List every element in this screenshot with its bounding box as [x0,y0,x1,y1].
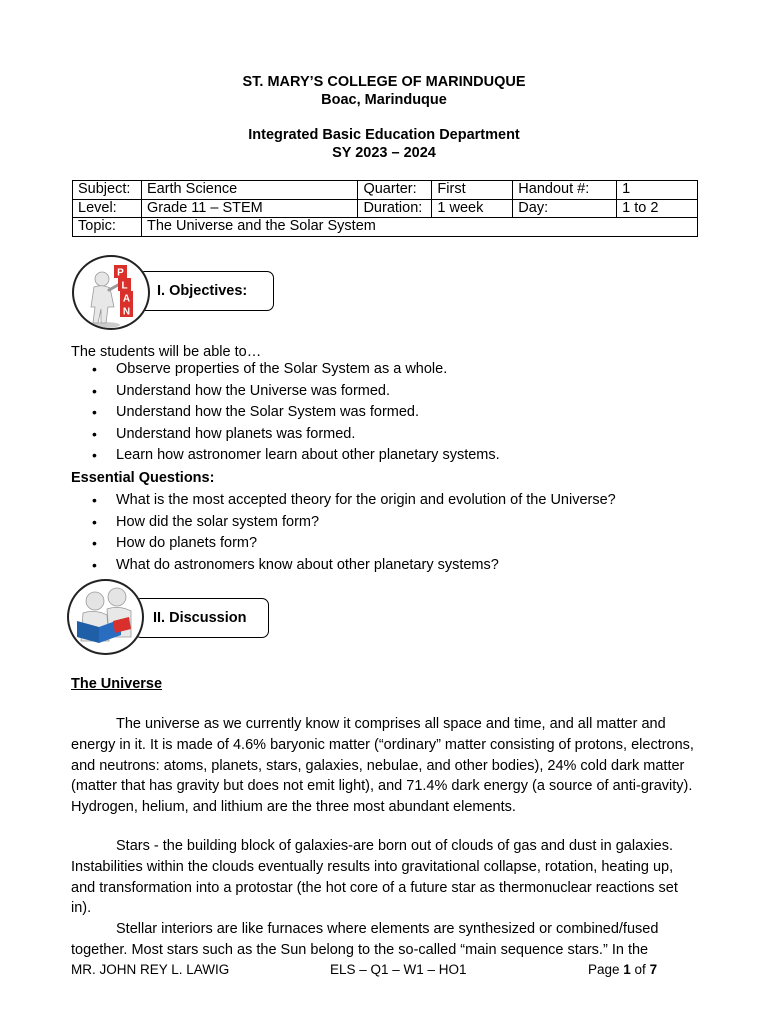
subject-label: Subject: [73,181,142,200]
quarter-label: Quarter: [358,181,432,200]
level-label: Level: [73,199,142,218]
plan-letter-l: L [121,280,128,292]
plan-figure-icon [74,257,150,330]
list-item: • Understand how the Solar System was formed. [92,402,500,424]
duration-value: 1 week [432,199,513,218]
objectives-heading: I. Objectives: [157,283,248,299]
topic-label: Topic: [73,218,142,237]
page-current: 1 [623,962,631,977]
objectives-list [92,359,500,467]
footer-page-number [588,962,657,977]
school-location: Boac, Marinduque [321,92,447,108]
department-name: Integrated Basic Education Department [248,127,520,143]
paragraph-stars: Stars - the building block of galaxies-are born out of clouds of gas and dust in galaxies. Instabilities within the clouds eventually results into gravitational collapse, rotation, heating up, and transformation into a protostar (the hot core of a future star as thermonuclear reactions set in). [71,838,678,917]
list-item: • Understand how the Universe was formed. [92,381,500,403]
plan-letter-p: P [117,267,124,279]
table-row [73,199,698,218]
discussion-heading: II. Discussion [153,610,247,626]
list-item: • How did the solar system form? [92,512,616,534]
universe-subheading: The Universe [71,676,163,692]
level-value: Grade 11 – STEM [141,199,357,218]
list-item: • Learn how astronomer learn about other planetary systems. [92,445,500,467]
footer-author: MR. JOHN REY L. LAWIG [71,962,230,977]
day-value: 1 to 2 [617,199,698,218]
page-prefix: Page [588,962,624,977]
handout-info-table [72,180,698,237]
paragraph-universe: The universe as we currently know it comprises all space and time, and all matter and energy in it. It is made of 4.6% baryonic matter (“ordinary” matter consisting of protons, electrons, and neutrons: atoms, planets, stars, galaxies, nebulae, and other bodies), 24% cold dark matter (matter that has gravity but does not emit light), and 71.4% dark energy (a source of anti-gravity). Hydrogen, helium, and lithium are the three most abundant elements. [71,716,694,816]
paragraph-stellar-interiors: Stellar interiors are like furnaces where elements are synthesized or combined/fused together. Most stars such as the Sun belong to the so-called “main sequence stars.” In the [71,921,659,958]
subject-value: Earth Science [141,181,357,200]
duration-label: Duration: [358,199,432,218]
list-item: • What do astronomers know about other planetary systems? [92,555,616,577]
objectives-intro: The students will be able to… [71,344,262,360]
handout-value: 1 [617,181,698,200]
objectives-heading-box [138,271,274,311]
reading-figures-icon [69,581,144,655]
page-total: 7 [649,962,658,977]
discussion-heading-box [134,598,269,638]
handout-label: Handout #: [513,181,617,200]
day-label: Day: [513,199,617,218]
school-name: ST. MARY’S COLLEGE OF MARINDUQUE [242,74,526,90]
table-row [73,218,698,237]
plan-letter-a: A [122,293,131,305]
list-item: • Observe properties of the Solar System as a whole. [92,359,500,381]
table-row [73,181,698,200]
page-mid: of [630,962,650,977]
discussion-illustration-icon [67,579,144,655]
list-item: • Understand how planets was formed. [92,424,500,446]
list-item: • How do planets form? [92,533,616,555]
plan-illustration-icon [72,255,150,330]
essential-questions-list [92,490,616,576]
plan-letter-n: N [122,306,131,318]
school-year: SY 2023 – 2024 [332,145,436,161]
essential-questions-heading: Essential Questions: [71,470,215,486]
topic-value: The Universe and the Solar System [141,218,697,237]
quarter-value: First [432,181,513,200]
list-item: • What is the most accepted theory for the origin and evolution of the Universe? [92,490,616,512]
footer-code: ELS – Q1 – W1 – HO1 [330,962,467,977]
